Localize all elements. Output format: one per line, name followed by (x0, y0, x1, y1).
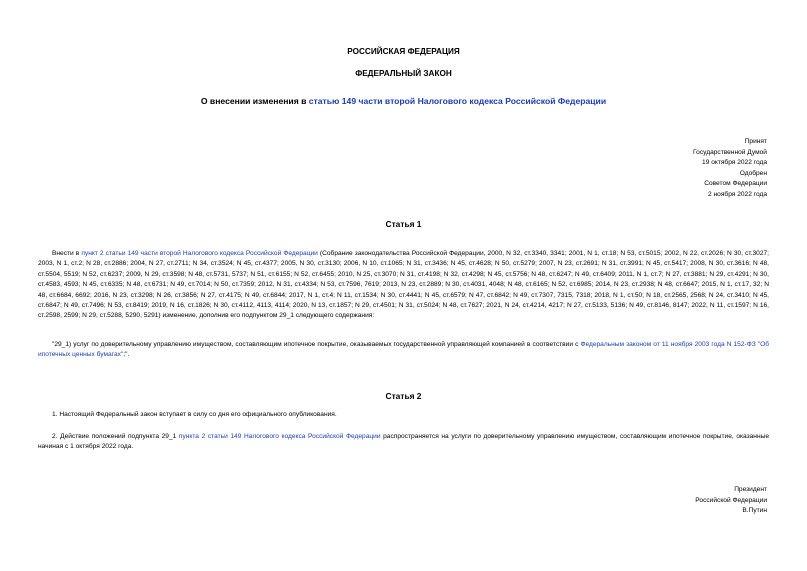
article-1-p2-prefix: "29_1) услуг по доверительному управлению имуществом, составляющим ипотечное покрытие, оказываемых государственной управляющей компанией в соответствии с (52, 341, 581, 348)
article-1-p1-link[interactable]: пункт 2 статьи 149 части второй Налогового кодекса Российской Федерации (81, 250, 318, 257)
adoption-line-6: 2 ноября 2022 года (708, 190, 767, 198)
adoption-line-4: Одобрен (739, 169, 767, 177)
adoption-line-5: Советом Федерации (704, 180, 767, 187)
signature-line-3: В.Путин (742, 507, 767, 514)
law-title-prefix: О внесении изменения в (200, 96, 309, 106)
article-1-p1-prefix: Внести в (52, 250, 82, 257)
adoption-line-2: Государственной Думой (693, 148, 767, 156)
article-1-p2-suffix: ;". (123, 351, 130, 359)
federation-heading: РОССИЙСКАЯ ФЕДЕРАЦИЯ (347, 47, 460, 56)
article-1-p1-text: (Собрание законодательства Российской Федерации, 2000, N 32, ст.3340, 3341; 2001, N 1, ст.18; N 53, ст.5015; 2002, N 22, ст.2026; N 30, ст.3027; 2003, N 1, ст.2; N 28, ст.2886; 2004, N 27, ст.2711; N 34, ст.3524; N 45, ст.4377; 2005, N 30, ст.3130; 2006, N 10, ст.1065; N 31, ст.3436; N 45, ст.4628; N 50, ст.5279; 2007, N 23, ст.2691; N 31, ст.3991; N 45, ст.5417; 2008, N 30, ст.3616; N 48, ст.5504, 5519; N 52, ст.6237; 2009, N 29, ст.3598; N 48, ст.5731, 5737; N 51, ст.6155; N 52, ст.6455; 2010, N 25, ст.3070; N 31, ст.4198; N 32, ст.4298; N 45, ст.5756; N 48, ст.6247; N 49, ст.6409; 2011, N 1, ст.7; N 27, ст.3881; N 29, ст.4291; N 30, ст.4583, 4593; N 45, ст.6335; N 48, ст.6731; N 49, ст.7014; N 50, ст.7359; 2012, N 31, ст.4334; N 53, ст.7596, 7619; 2013, N 23, ст.2889; N 30, ст.4031, 4048; N 48, ст.6165; N 52, ст.6985; 2014, N 23, ст.2938; N 48, ст.6647; 2015, N 1, ст.17, 32; N 48, ст.6684, 6692; 2016, N 23, ст.3298; N 26, ст.3856; N 27, ст.4175; N 49, ст.6844; 2017, N 1, ст.4; N 11, ст.1534; N 30, ст.4441; N 45, ст.6579; N 47, ст.6842; N 49, ст.7307, 7315, 7318; 2018, N 1, ст.50; N 18, ст.2565, 2568; N 24, ст.3410; N 45, ст.6847; N 49, ст.7496; N 53, ст.8419; 2019, N 16, ст.1826; N 30, ст.4112, 4113, 4114; 2020, N 13, ст.1857; N 29, ст.4501; N 31, ст.5024; N 48, ст.7627; 2021, N 24, ст.4214, 4217; N 27, ст.5133, 5136; N 49, ст.8146, 8147; 2022, N 11, ст.1597; N 16, ст.2598, 2599; N 29, ст.5288, 5290, 5291) изменение, дополнив его подпунктом 29_1 следующего содержания: (38, 250, 769, 320)
law-title (0, 96, 807, 106)
adoption-line-3: 19 октября 2022 года (702, 159, 767, 166)
article-2-p2-prefix: 2. Действие положений подпункта 29_1 (52, 433, 179, 440)
article-1-title: Статья 1 (385, 219, 422, 229)
law-type-heading: ФЕДЕРАЛЬНЫЙ ЗАКОН (355, 69, 452, 78)
article-2-title: Статья 2 (385, 391, 422, 401)
law-title-link[interactable]: статью 149 части второй Налогового кодекса Российской Федерации (308, 96, 607, 106)
article-2-p2-link[interactable]: пункта 2 статьи 149 Налогового кодекса Российской Федерации (178, 433, 381, 440)
article-1-paragraph-2 (38, 340, 769, 361)
signature-line-2: Российской Федерации (695, 496, 767, 504)
article-2-p2-suffix: распространяется на услуги по доверительному управлению имуществом, составляющим ипотечное покрытие, оказанные начиная с 1 октября 2022 года. (38, 433, 769, 451)
signature-block (695, 485, 767, 517)
article-2-paragraph-1 (38, 410, 769, 420)
article-1-paragraph-1 (38, 249, 769, 322)
article-1-p2-link[interactable]: Федеральным законом от 11 ноября 2003 года N 152-ФЗ "Об ипотечных ценных бумагах" (38, 341, 769, 359)
article-2-paragraph-2 (38, 432, 769, 453)
adoption-block (693, 137, 767, 200)
adoption-line-1: Принят (744, 138, 767, 145)
article-2-p1-text: 1. Настоящий Федеральный закон вступает в силу со дня его официального опубликования. (52, 411, 337, 418)
signature-line-1: Президент (734, 486, 767, 493)
